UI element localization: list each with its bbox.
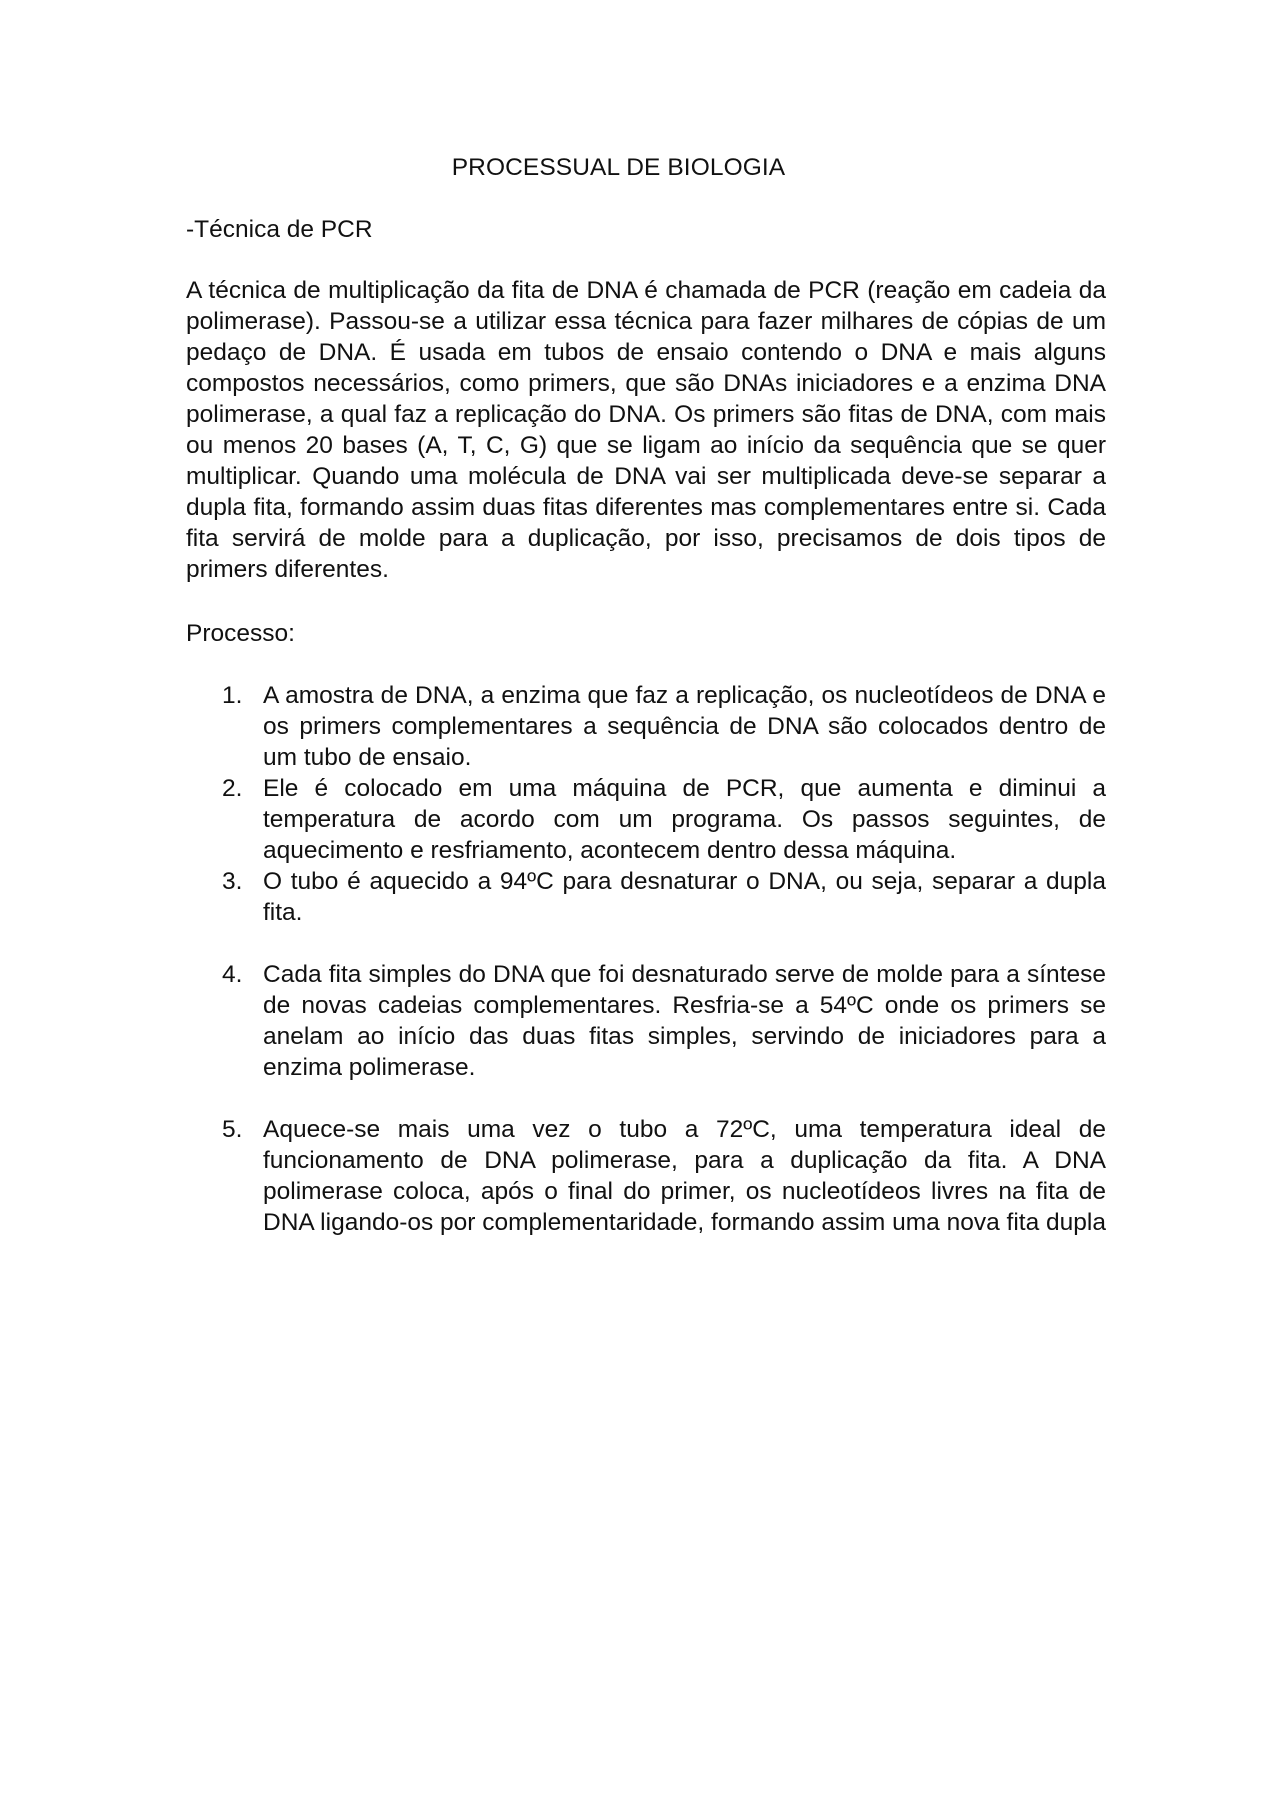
step-text: Ele é colocado em uma máquina de PCR, que aumenta e diminui a temperatura de acordo com um programa. Os passos seguintes, de aquecimento e resfriamento, acontecem dentro dessa máquina. [263, 775, 1106, 864]
process-heading: Processo: [186, 620, 295, 647]
step-number: 2. [222, 775, 243, 802]
step-text: Cada fita simples do DNA que foi desnaturado serve de molde para a síntese de novas cadeias complementares. Resfria-se a 54ºC onde os primers se anelam ao início das duas fitas simples, servindo de iniciadores para a enzima polimerase. [263, 961, 1106, 1081]
step-text: O tubo é aquecido a 94ºC para desnaturar o DNA, ou seja, separar a dupla fita. [263, 868, 1106, 926]
document-title: PROCESSUAL DE BIOLOGIA [451, 154, 786, 181]
process-steps-list [186, 680, 1106, 1238]
list-item [186, 1114, 1106, 1238]
step-number: 3. [222, 868, 243, 895]
step-number: 5. [222, 1116, 243, 1143]
list-item [186, 680, 1106, 773]
step-text: A amostra de DNA, a enzima que faz a replicação, os nucleotídeos de DNA e os primers complementares a sequência de DNA são colocados dentro de um tubo de ensaio. [263, 682, 1106, 771]
intro-paragraph: A técnica de multiplicação da fita de DNA é chamada de PCR (reação em cadeia da polimerase). Passou-se a utilizar essa técnica para fazer milhares de cópias de um pedaço de DNA. É usada em tubos de ensaio contendo o DNA e mais alguns compostos necessários, como primers, que são DNAs iniciadores e a enzima DNA polimerase, a qual faz a replicação do DNA. Os primers são fitas de DNA, com mais ou menos 20 bases (A, T, C, G) que se ligam ao início da sequência que se quer multiplicar. Quando uma molécula de DNA vai ser multiplicada deve-se separar a dupla fita, formando assim duas fitas diferentes mas complementares entre si. Cada fita servirá de molde para a duplicação, por isso, precisamos de dois tipos de primers diferentes. [186, 277, 1106, 583]
list-item [186, 866, 1106, 928]
step-number: 4. [222, 961, 243, 988]
list-item [186, 959, 1106, 1083]
step-text: Aquece-se mais uma vez o tubo a 72ºC, uma temperatura ideal de funcionamento de DNA polimerase, para a duplicação da fita. A DNA polimerase coloca, após o final do primer, os nucleotídeos livres na fita de DNA ligando-os por complementaridade, formando assim uma nova fita dupla [263, 1116, 1106, 1236]
list-item [186, 773, 1106, 866]
step-number: 1. [222, 682, 243, 709]
section-heading: -Técnica de PCR [186, 216, 373, 243]
